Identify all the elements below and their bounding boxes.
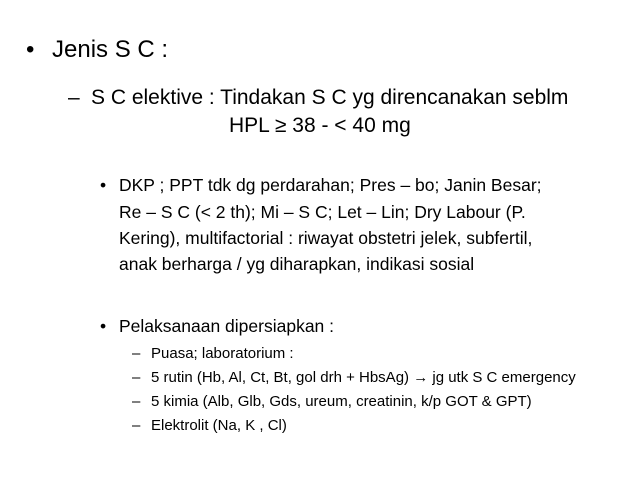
preparation-item-electrolyte: Elektrolit (Na, K , Cl) bbox=[151, 417, 287, 434]
preparation-item-dash: – bbox=[132, 369, 141, 386]
heading-bullet: • bbox=[26, 36, 35, 63]
indications-line-3: Kering), multifactorial : riwayat obstetri jelek, subfertil, bbox=[119, 228, 533, 248]
elective-dash: – bbox=[68, 86, 80, 109]
elective-line-1: S C elektive : Tindakan S C yg direncanakan seblm bbox=[91, 86, 569, 109]
elective-line-2: HPL ≥ 38 - < 40 mg bbox=[229, 114, 411, 137]
preparation-item-dash: – bbox=[132, 393, 141, 410]
preparation-item-routine: 5 rutin (Hb, Al, Ct, Bt, gol drh + HbsAg) → jg utk S C emergency bbox=[151, 369, 576, 386]
indications-line-1: DKP ; PPT tdk dg perdarahan; Pres – bo; Janin Besar; bbox=[119, 175, 542, 195]
preparation-item-chemistry: 5 kimia (Alb, Glb, Gds, ureum, creatinin, k/p GOT & GPT) bbox=[151, 393, 532, 410]
indications-line-4: anak berharga / yg diharapkan, indikasi sosial bbox=[119, 254, 475, 274]
preparation-bullet: • bbox=[100, 316, 107, 336]
heading-text: Jenis S C : bbox=[52, 36, 169, 63]
preparation-item-dash: – bbox=[132, 345, 141, 362]
indications-line-2: Re – S C (< 2 th); Mi – S C; Let – Lin; Dry Labour (P. bbox=[119, 202, 526, 222]
preparation-text: Pelaksanaan dipersiapkan : bbox=[119, 316, 335, 336]
preparation-item-fasting-lab: Puasa; laboratorium : bbox=[151, 345, 294, 362]
preparation-item-dash: – bbox=[132, 417, 141, 434]
indications-bullet: • bbox=[100, 175, 107, 195]
